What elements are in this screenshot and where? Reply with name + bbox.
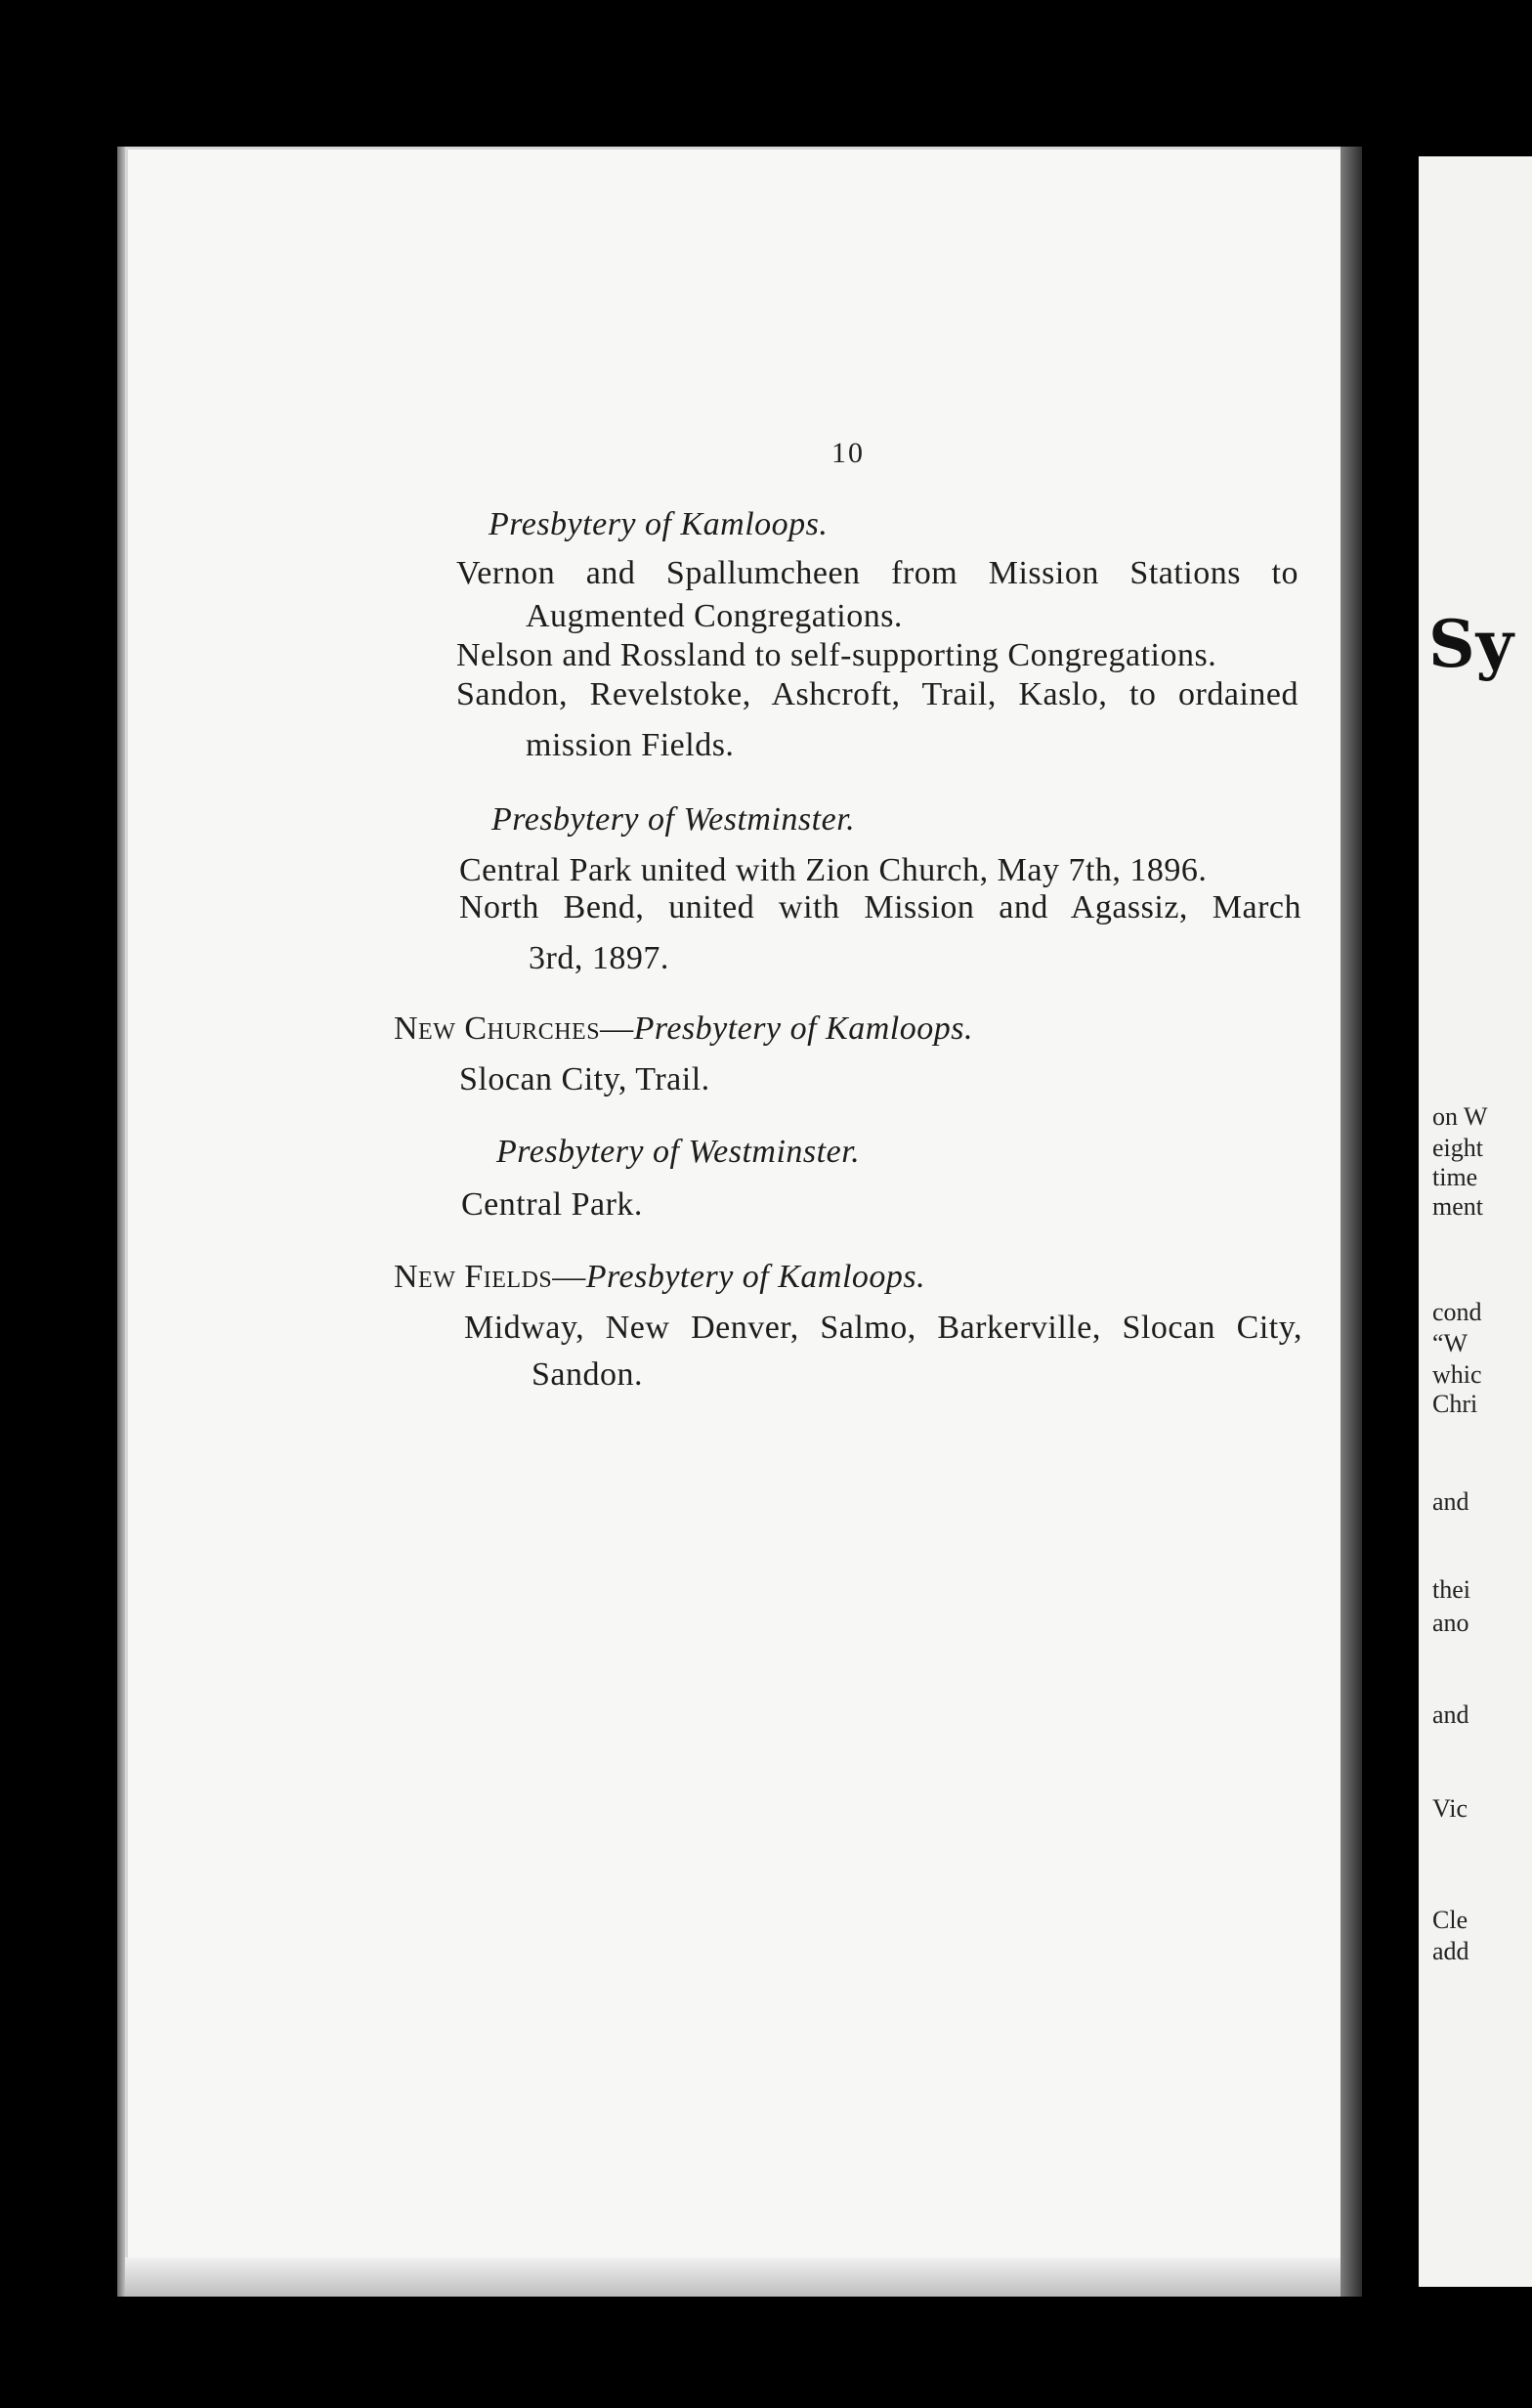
section-heading: Presbytery of Westminster. xyxy=(491,801,856,838)
adjacent-fragment: Cle xyxy=(1432,1906,1468,1934)
adjacent-fragment: eight xyxy=(1432,1134,1483,1162)
book-gutter xyxy=(1340,147,1362,2297)
text-line: 3rd, 1897. xyxy=(529,940,669,976)
text-line: Central Park united with Zion Church, May 7th, 1896. xyxy=(459,852,1208,888)
text-line: Central Park. xyxy=(461,1186,643,1223)
text-line: Sandon, Revelstoke, Ashcroft, Trail, Kaslo, to ordained xyxy=(456,676,1298,712)
section-heading: Presbytery of Westminster. xyxy=(496,1134,861,1170)
text-line: Slocan City, Trail. xyxy=(459,1061,710,1097)
adjacent-fragment: ment xyxy=(1432,1192,1483,1221)
text-line: North Bend, united with Mission and Agassiz, March xyxy=(459,889,1301,925)
section-heading: Presbytery of Kamloops. xyxy=(489,506,829,542)
adjacent-fragment: on W xyxy=(1432,1102,1488,1131)
adjacent-fragment: time xyxy=(1432,1163,1478,1191)
adjacent-fragment: whic xyxy=(1432,1360,1482,1389)
adjacent-fragment: cond xyxy=(1432,1298,1482,1326)
adjacent-fragment: and xyxy=(1432,1487,1469,1516)
page-number: 10 xyxy=(831,437,865,469)
adjacent-fragment: Chri xyxy=(1432,1390,1478,1418)
text-line: Midway, New Denver, Salmo, Barkerville, Slocan City, xyxy=(464,1310,1302,1346)
new-churches-heading: New Churches—Presbytery of Kamloops. xyxy=(394,1010,973,1047)
adjacent-fragment: ano xyxy=(1432,1609,1469,1637)
adjacent-fragment: add xyxy=(1432,1937,1469,1965)
adjacent-fragment: “W xyxy=(1432,1329,1468,1357)
text-line: Augmented Congregations. xyxy=(526,598,903,634)
new-fields-heading: New Fields—Presbytery of Kamloops. xyxy=(394,1259,926,1295)
adjacent-page xyxy=(1419,156,1532,2287)
document-page xyxy=(125,147,1346,2292)
adjacent-fragment: and xyxy=(1432,1700,1469,1729)
text-line: Vernon and Spallumcheen from Mission Stations to xyxy=(456,555,1298,591)
text-line: Sandon. xyxy=(532,1356,643,1393)
page-bottom-edge xyxy=(125,2258,1356,2297)
text-line: Nelson and Rossland to self-supporting Congregations. xyxy=(456,637,1217,673)
text-line: mission Fields. xyxy=(526,727,735,763)
adjacent-page-heading: Sy xyxy=(1428,606,1515,682)
adjacent-fragment: thei xyxy=(1432,1575,1470,1604)
adjacent-fragment: Vic xyxy=(1432,1794,1468,1823)
